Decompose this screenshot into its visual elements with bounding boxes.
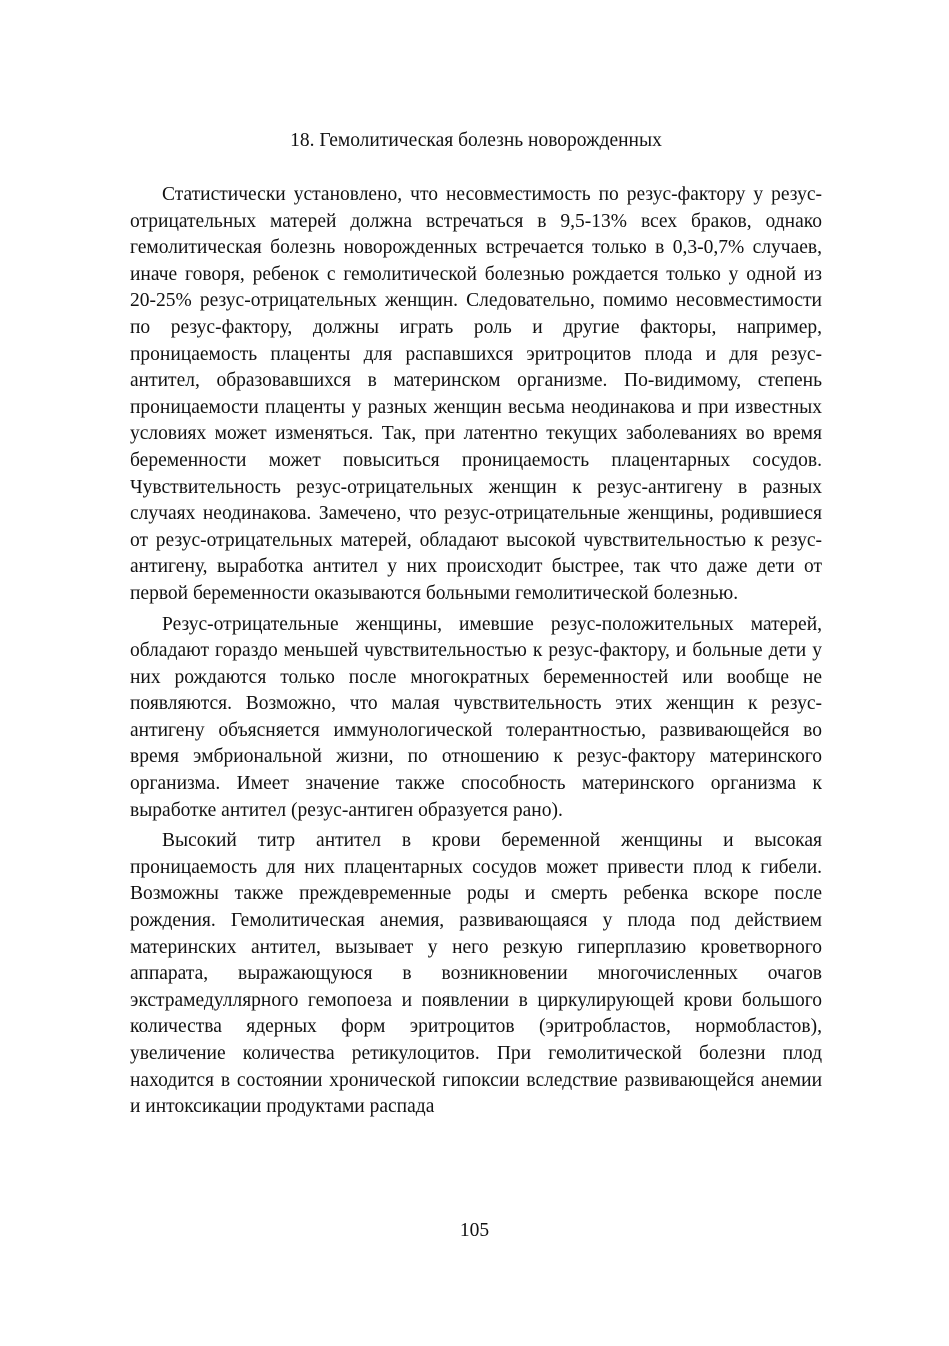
paragraph: Статистически установлено, что несовместимость по резус-фактору у резус-отрицательных матерей должна встречаться в 9,5-13% всех браков, однако гемолитическая болезнь новорожденных встречается только в 0,3-0,7% случаев, иначе говоря, ребенок с гемолитической болезнью рождается только у одной из 20-25% резус-отрицательных женщин. Следовательно, помимо несовместимости по резус-фактору, должны играть роль и другие факторы, например, проницаемость плаценты для распавшихся эритроцитов плода и для резус-антител, образовавшихся в материнском организме. По-видимому, степень проницаемости плаценты у разных женщин весьма неодинакова и при известных условиях может изменяться. Так, при латентно текущих заболеваниях во время беременности может повыситься проницаемость плацентарных сосудов. Чувствительность резус-отрицательных женщин к резус-антигену в разных случаях неодинакова. Замечено, что резус-отрицательные женщины, родившиеся от резус-отрицательных матерей, обладают высокой чувствительностью к резус-антигену, выработка антител у них происходит быстрее, так что даже дети от первой беременности оказываются больными гемолитической болезнью. <box>130 184 822 604</box>
paragraph: Резус-отрицательные женщины, имевшие резус-положительных матерей, обладают гораздо меньшей чувствительностью к резус-фактору, и больные дети у них рождаются только после многократных беременностей или вообще не появляются. Возможно, что малая чувствительность этих женщин к резус-антигену объясняется иммунологической толерантностью, развивающейся во время эмбриональной жизни, по отношению к резус-фактору материнского организма. Имеет значение также способность материнского организма к выработке антител (резус-антиген образуется рано). <box>130 613 822 821</box>
paragraph: Высокий титр антител в крови беременной женщины и высокая проницаемость для них плацентарных сосудов может привести плод к гибели. Возможны также преждевременные роды и смерть ребенка вскоре после рождения. Гемолитическая анемия, развивающаяся у плода под действием материнских антител, вызывает у него резкую гиперплазию кроветворного аппарата, выражающуюся в возникновении многочисленных очагов экстрамедуллярного гемопоеза и появлении в циркулирующей крови большого количества ядерных форм эритроцитов (эритробластов, нормобластов), увеличение количества ретикулоцитов. При гемолитической болезни плод находится в состоянии хронической гипоксии вследствие развивающейся анемии и интоксикации продуктами распада <box>130 830 822 1118</box>
page-content <box>130 128 822 1125</box>
section-title: 18. Гемолитическая болезнь новорожденных <box>290 130 662 151</box>
page-number: 105 <box>459 1220 490 1241</box>
